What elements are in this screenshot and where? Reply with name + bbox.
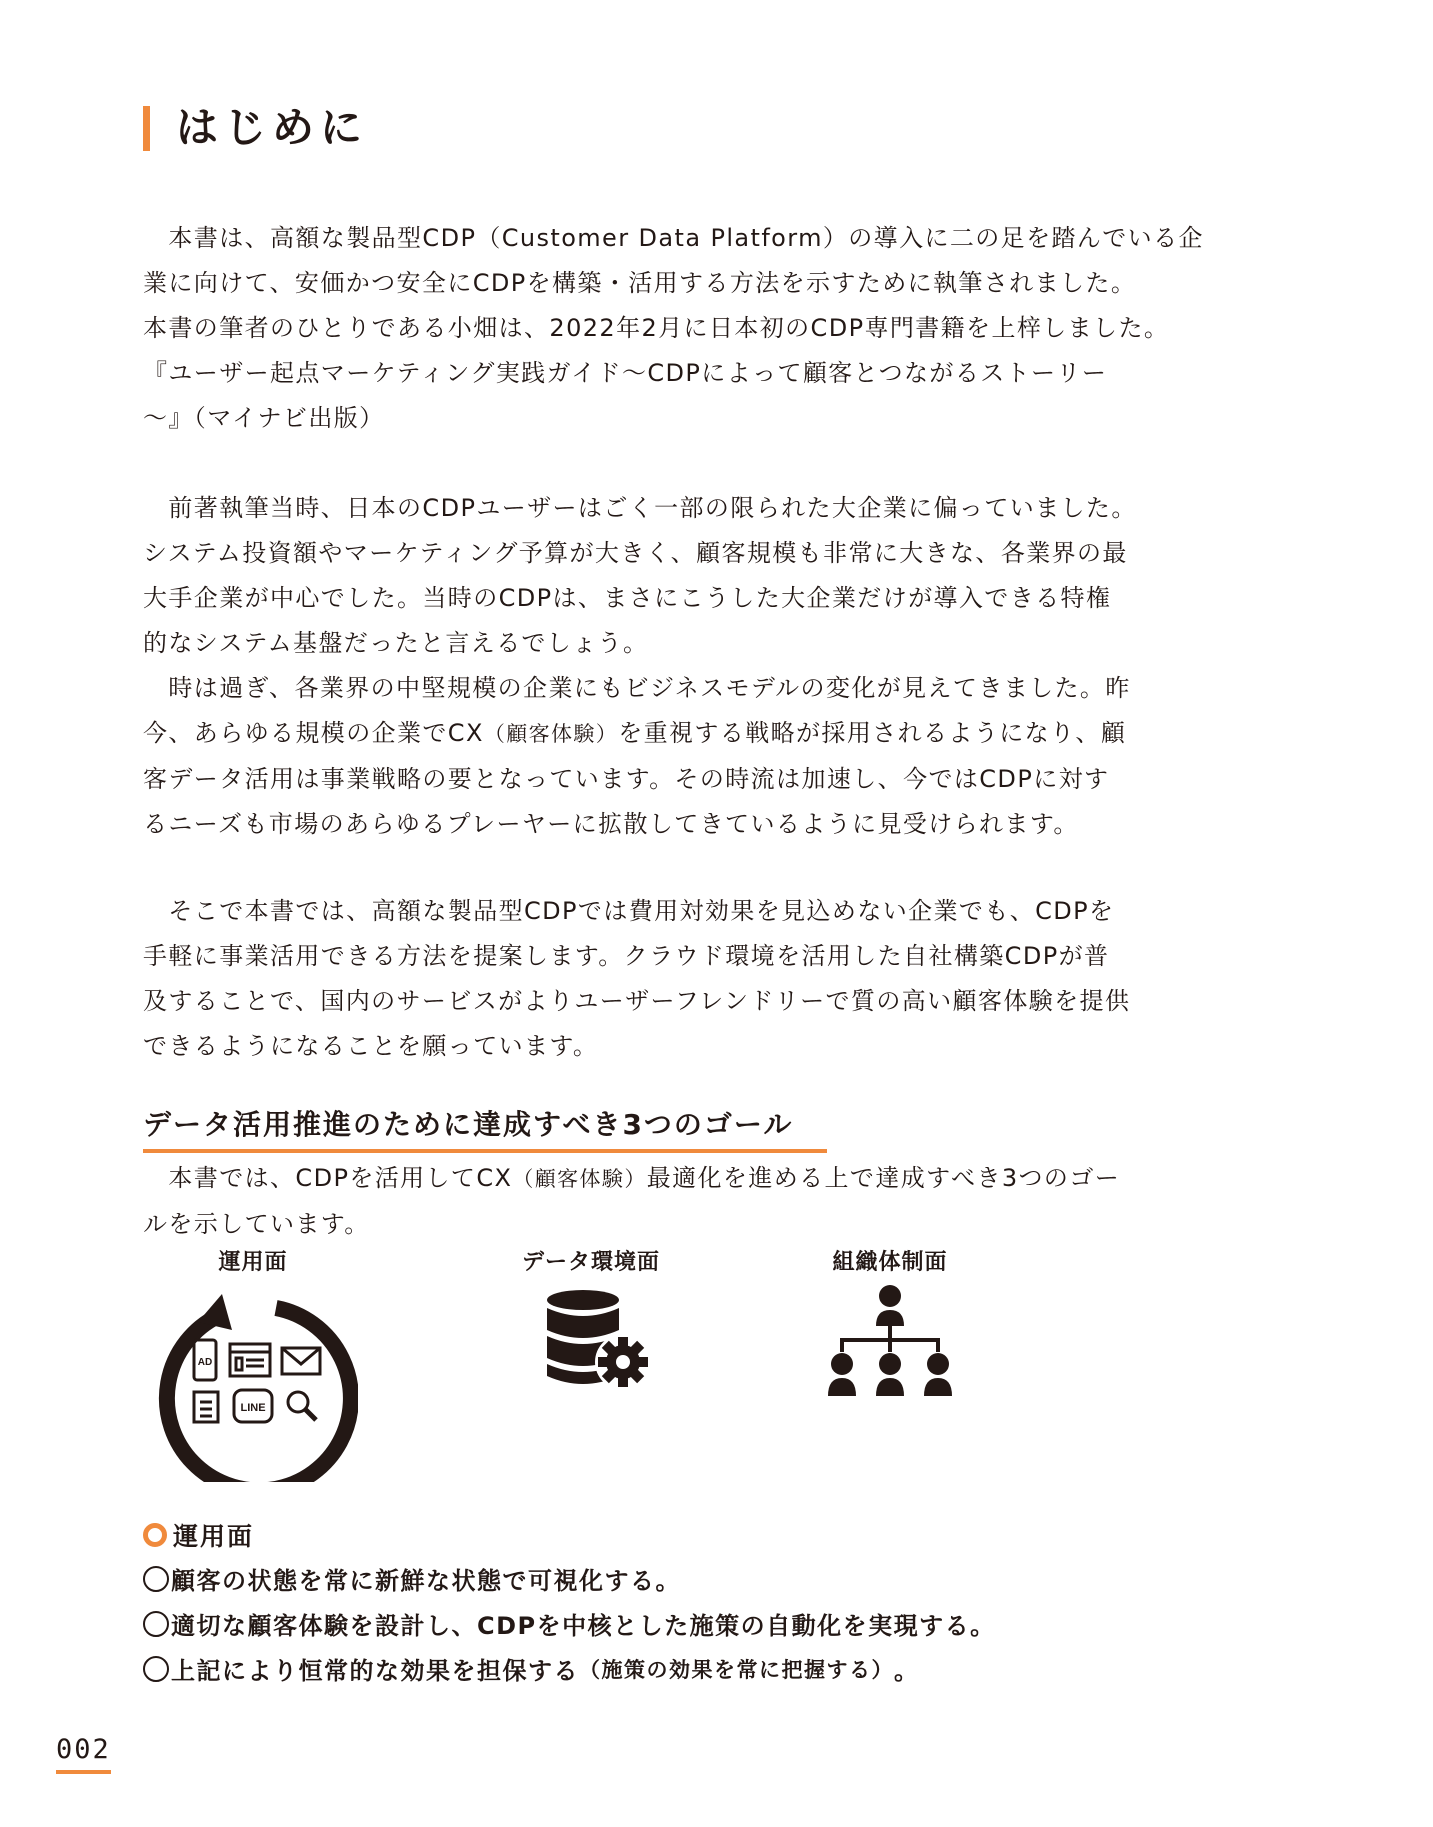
text-line: 本書の筆者のひとりである小畑は、2022年2月に日本初のCDP専門書籍を上梓しました。 bbox=[143, 314, 1170, 342]
text-line: そこで本書では、高額な製品型CDPでは費用対効果を見込めない企業でも、CDPを bbox=[168, 897, 1115, 925]
goal-operations bbox=[148, 1245, 358, 1482]
goal-label: データ環境面 bbox=[521, 1250, 660, 1275]
detail-item: 適切な顧客体験を設計し、CDPを中核とした施策の自動化を実現する。 bbox=[143, 1601, 996, 1646]
text-line: 本書は、高額な製品型CDP（Customer Data Platform）の導入に二の足を踏んでいる企 bbox=[168, 224, 1204, 252]
detail-item: 顧客の状態を常に新鮮な状態で可視化する。 bbox=[143, 1556, 996, 1601]
text-line: 及することで、国内のサービスがよりユーザーフレンドリーで質の高い顧客体験を提供 bbox=[143, 987, 1131, 1015]
line-text: LINE bbox=[240, 1402, 266, 1414]
database-gear-icon bbox=[511, 1284, 671, 1394]
text-line: 本書では、CDPを活用してCX（顧客体験）最適化を進める上で達成すべき3つのゴー bbox=[168, 1164, 1121, 1192]
text-line: 『ユーザー起点マーケティング実践ガイド～CDPによって顧客とつながるストーリー bbox=[143, 359, 1108, 387]
detail-item: 上記により恒常的な効果を担保する （施策の効果を常に把握する） 。 bbox=[143, 1646, 996, 1691]
text-line: 時は過ぎ、各業界の中堅規模の企業にもビジネスモデルの変化が見えてきました。昨 bbox=[168, 674, 1131, 702]
page-title: はじめに bbox=[176, 103, 369, 152]
detail-title: 運用面 bbox=[143, 1514, 996, 1556]
circle-icon bbox=[143, 1611, 169, 1637]
circle-icon bbox=[143, 1566, 169, 1592]
text-line: できるようになることを願っています。 bbox=[143, 1032, 599, 1060]
goal-organization bbox=[815, 1245, 965, 1412]
goal-data-environment bbox=[511, 1245, 671, 1394]
text-line: 今、あらゆる規模の企業でCX（顧客体験）を重視する戦略が採用されるようになり、顧 bbox=[143, 719, 1127, 747]
operations-cycle-icon bbox=[148, 1282, 358, 1482]
text-line: 手軽に事業活用できる方法を提案します。クラウド環境を活用した自社構築CDPが普 bbox=[143, 942, 1110, 970]
goal-label: 運用面 bbox=[218, 1250, 288, 1275]
text-line: 大手企業が中心でした。当時のCDPは、まさにこうした大企業だけが導入できる特権 bbox=[143, 584, 1112, 612]
org-chart-icon bbox=[815, 1282, 965, 1412]
intro-paragraph-2 bbox=[143, 486, 1203, 847]
title-accent-bar bbox=[143, 106, 150, 151]
ad-text: AD bbox=[197, 1357, 213, 1368]
page-number: 002 bbox=[56, 1732, 111, 1774]
circle-icon bbox=[143, 1656, 169, 1682]
goal-label: 組織体制面 bbox=[832, 1250, 948, 1275]
intro-paragraph-3 bbox=[143, 889, 1203, 1069]
text-line: るニーズも市場のあらゆるプレーヤーに拡散してきているように見受けられます。 bbox=[143, 810, 1079, 838]
detail-list bbox=[143, 1514, 996, 1691]
text-line: システム投資額やマーケティング予算が大きく、顧客規模も非常に大きな、各業界の最 bbox=[143, 539, 1128, 567]
text-line: 客データ活用は事業戦略の要となっています。その時流は加速し、今ではCDPに対す bbox=[143, 765, 1110, 793]
intro-paragraph-1 bbox=[143, 216, 1203, 441]
section-intro bbox=[143, 1156, 1203, 1247]
text-line: 的なシステム基盤だったと言えるでしょう。 bbox=[143, 629, 649, 657]
text-line: 業に向けて、安価かつ安全にCDPを構築・活用する方法を示すために執筆されました。 bbox=[143, 269, 1137, 297]
text-line: ルを示しています。 bbox=[143, 1210, 370, 1238]
text-line: 前著執筆当時、日本のCDPユーザーはごく一部の限られた大企業に偏っていました。 bbox=[168, 494, 1137, 522]
section-heading: データ活用推進のために達成すべき3つのゴール bbox=[143, 1103, 827, 1153]
text-line: ～』（マイナビ出版） bbox=[143, 404, 385, 432]
orange-bullet-icon bbox=[143, 1523, 167, 1547]
